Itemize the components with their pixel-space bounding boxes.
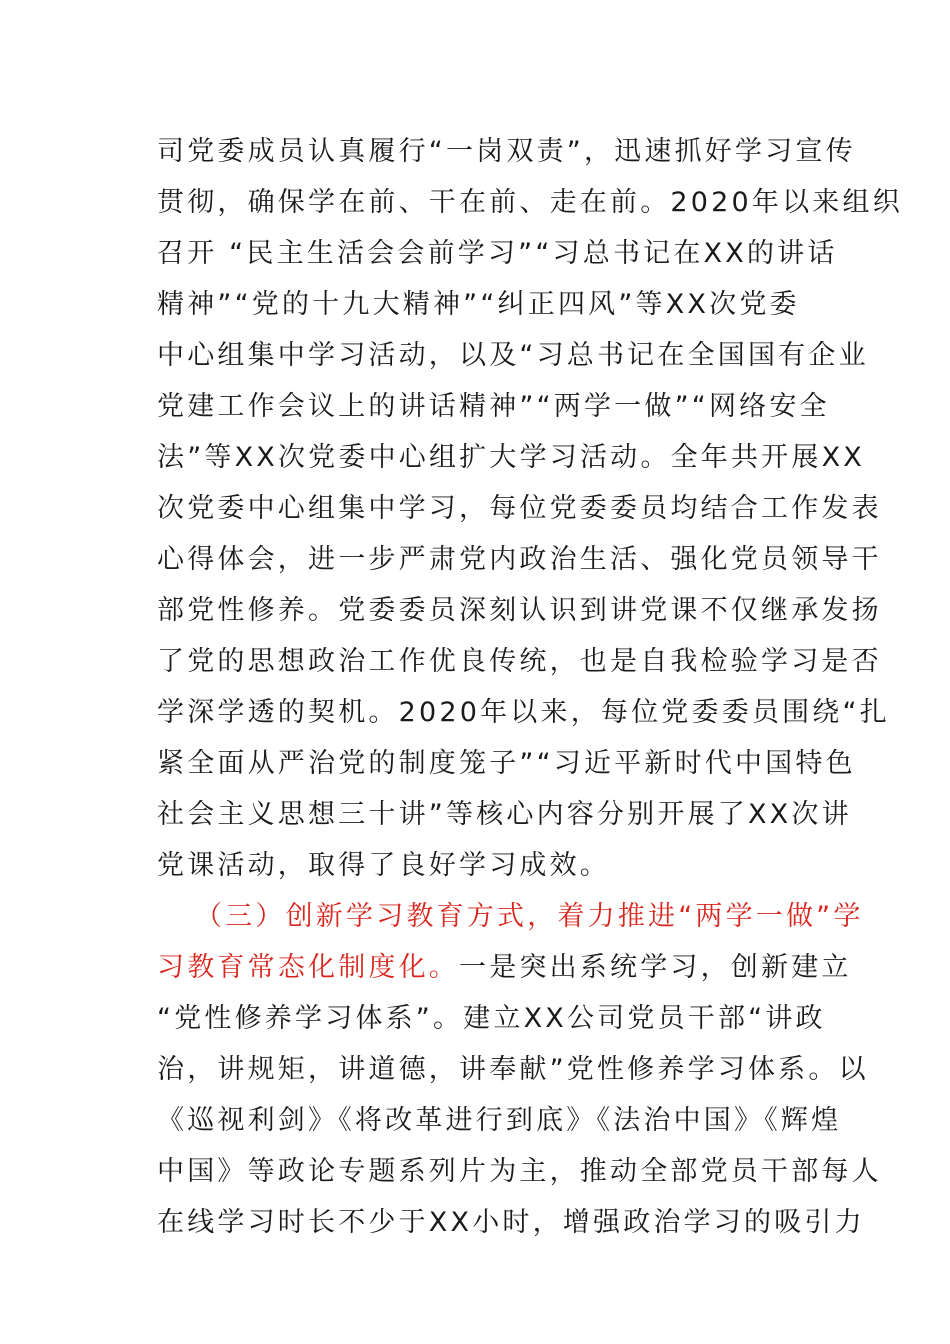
- text-line: 心得体会，进一步严肃党内政治生活、强化党员领导干: [157, 544, 882, 575]
- text-line: 中心组集中学习活动，以及“习总书记在全国国有企业: [157, 340, 869, 371]
- text-line: 党建工作会议上的讲话精神”“两学一做”“网络安全: [157, 391, 830, 422]
- section-heading-end: 习教育常态化制度化。: [157, 952, 459, 983]
- text-line: 召开 “民主生活会会前学习”“习总书记在XX的讲话: [157, 238, 838, 269]
- text-line: 学深学透的契机。2020年以来，每位党委委员围绕“扎: [157, 697, 890, 728]
- text-line: 治，讲规矩，讲道德，讲奉献”党性修养学习体系。以: [157, 1054, 869, 1085]
- text-line: 了党的思想政治工作优良传统，也是自我检验学习是否: [157, 646, 882, 677]
- text-line: 社会主义思想三十讲”等核心内容分别开展了XX次讲: [157, 799, 852, 830]
- text-line: 贯彻，确保学在前、干在前、走在前。2020年以来组织: [157, 187, 903, 218]
- text-line-rest: 一是突出系统学习，创新建立: [459, 952, 852, 983]
- text-line: 司党委成员认真履行“一岗双责”，迅速抓好学习宣传: [157, 136, 856, 167]
- text-line: 《巡视利剑》《将改革进行到底》《法治中国》《辉煌: [157, 1105, 842, 1136]
- text-line: 在线学习时长不少于XX小时，增强政治学习的吸引力: [157, 1207, 865, 1238]
- section-heading: （三）创新学习教育方式，着力推进“两学一做”学: [195, 901, 864, 932]
- text-line: 党课活动，取得了良好学习成效。: [157, 850, 610, 881]
- text-line: 精神”“党的十九大精神”“纠正四风”等XX次党委: [157, 289, 800, 320]
- text-line: 部党性修养。党委委员深刻认识到讲党课不仅继承发扬: [157, 595, 882, 626]
- text-line: 紧全面从严治党的制度笼子”“习近平新时代中国特色: [157, 748, 856, 779]
- body-text: [157, 126, 903, 1248]
- text-line: 法”等XX次党委中心组扩大学习活动。全年共开展XX: [157, 442, 865, 473]
- text-line: 次党委中心组集中学习，每位党委委员均结合工作发表: [157, 493, 882, 524]
- section-heading-continuation: [157, 942, 852, 993]
- text-line: 中国》等政论专题系列片为主，推动全部党员干部每人: [157, 1156, 882, 1187]
- text-line: “党性修养学习体系”。建立XX公司党员干部“讲政: [157, 1003, 826, 1034]
